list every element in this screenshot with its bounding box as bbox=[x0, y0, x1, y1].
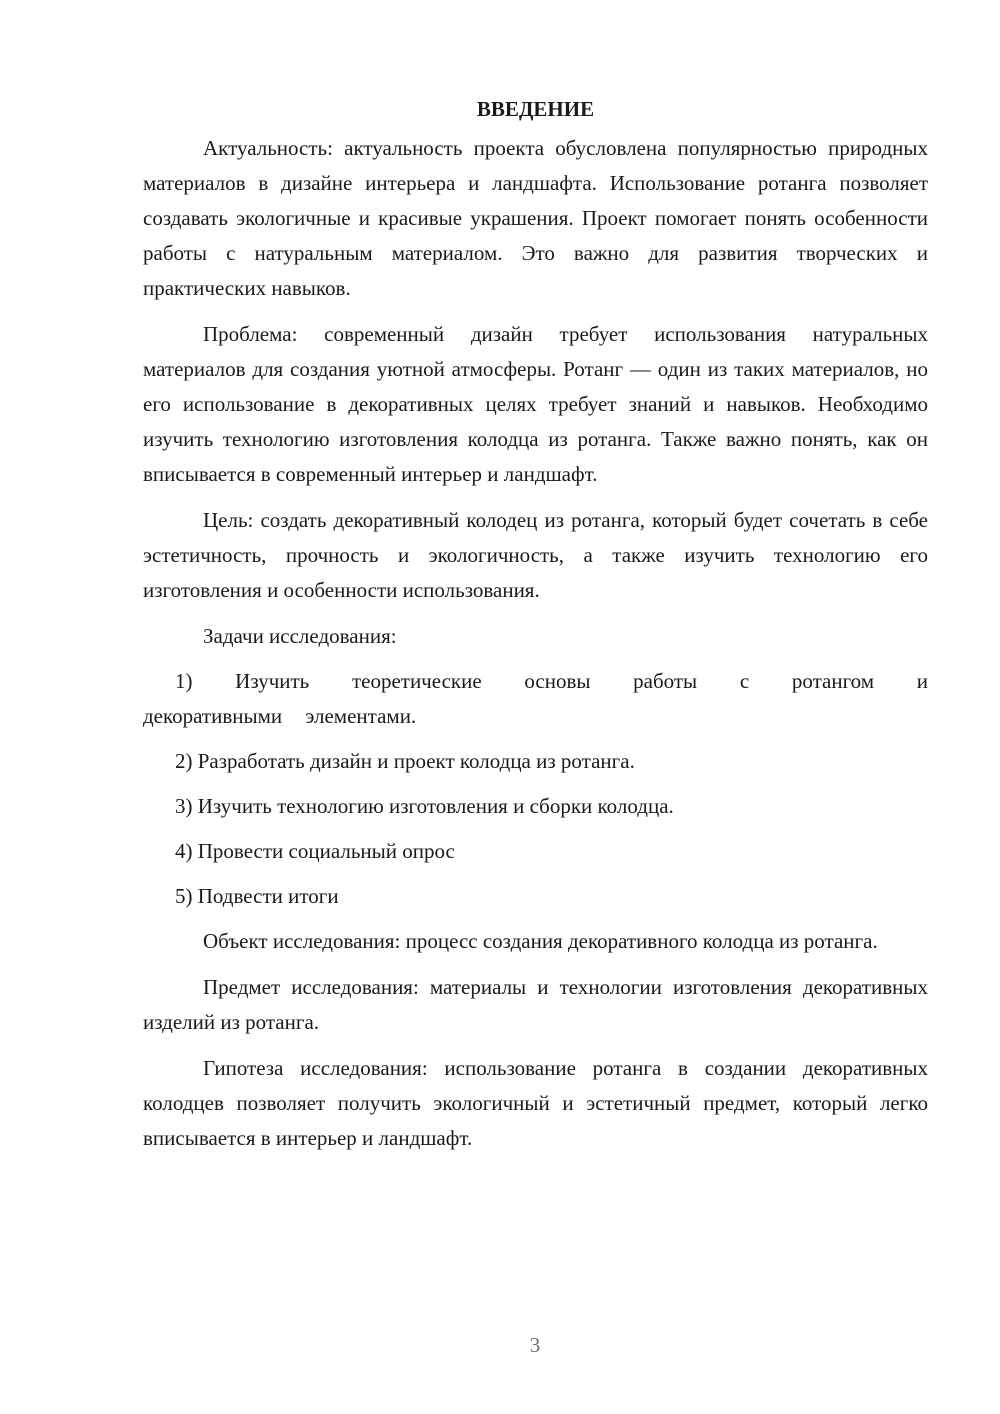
list-item: 1) Изучить теоретические основы работы с ротангом и декоративными элементами. bbox=[143, 669, 928, 728]
page-content bbox=[143, 92, 928, 1167]
problem-paragraph: Проблема: современный дизайн требует использования натуральных материалов для создания уютной атмосферы. Ротанг — один из таких материалов, но его использование в декоративных целях требует знаний и навыков. Необходимо изучить технологию изготовления колодца из ротанга. Также важно понять, как он вписывается в современный интерьер и ландшафт. bbox=[143, 322, 928, 486]
hypothesis-paragraph: Гипотеза исследования: использование ротанга в создании декоративных колодцев позволяет получить экологичный и эстетичный предмет, который легко вписывается в интерьер и ландшафт. bbox=[143, 1056, 928, 1150]
subject-paragraph: Предмет исследования: материалы и технологии изготовления декоративных изделий из ротанга. bbox=[143, 975, 928, 1034]
tasks-title: Задачи исследования: bbox=[203, 624, 397, 648]
list-item: 2) Разработать дизайн и проект колодца из ротанга. bbox=[175, 749, 635, 773]
object-paragraph: Объект исследования: процесс создания декоративного колодца из ротанга. bbox=[203, 929, 878, 953]
page-number: 3 bbox=[529, 1333, 541, 1357]
goal-paragraph: Цель: создать декоративный колодец из ротанга, который будет сочетать в себе эстетичность, прочность и экологичность, а также изучить технологию его изготовления и особенности использования. bbox=[143, 508, 928, 602]
tasks-list bbox=[143, 664, 928, 914]
relevance-paragraph: Актуальность: актуальность проекта обусловлена популярностью природных материалов в дизайне интерьера и ландшафта. Использование ротанга позволяет создавать экологичные и красивые украшения. Проект помогает понять особенности работы с натуральным материалом. Это важно для развития творческих и практических навыков. bbox=[143, 136, 928, 300]
section-heading: ВВЕДЕНИЕ bbox=[476, 97, 595, 121]
list-item: 5) Подвести итоги bbox=[175, 884, 339, 908]
list-item: 4) Провести социальный опрос bbox=[175, 839, 455, 863]
list-item: 3) Изучить технологию изготовления и сборки колодца. bbox=[175, 794, 674, 818]
